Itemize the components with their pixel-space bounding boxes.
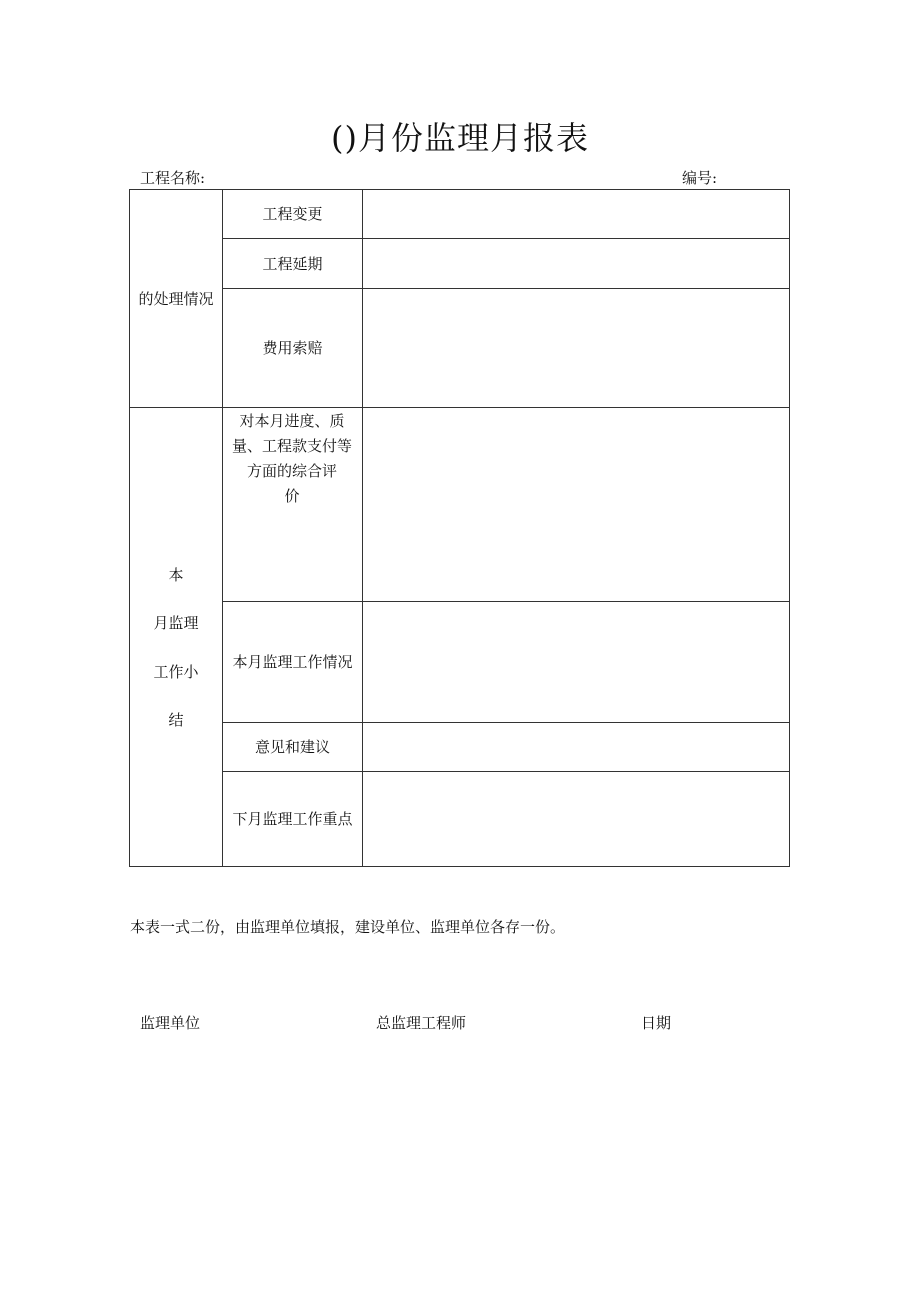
- monthly-work-content[interactable]: [363, 602, 789, 722]
- section-label-line: 结: [168, 711, 184, 729]
- section-label-handling: 的处理情况: [138, 289, 214, 308]
- form-note: 本表一式二份，由监理单位填报，建设单位、监理单位各存一份。: [130, 918, 566, 936]
- signature-chief-engineer: 总监理工程师: [376, 1014, 467, 1032]
- overall-evaluation-content[interactable]: [363, 408, 789, 601]
- evaluation-line: 方面的综合评: [246, 462, 337, 480]
- evaluation-line: 价: [284, 487, 300, 505]
- row-label-next-month-focus: 下月监理工作重点: [232, 810, 353, 828]
- row-label-cost-claim: 费用索赔: [262, 339, 323, 357]
- cost-claim-content[interactable]: [363, 289, 789, 407]
- engineering-delay-content[interactable]: [363, 239, 789, 288]
- section-label-line: 工作小: [153, 663, 199, 681]
- document-title: ()月份监理月报表: [331, 119, 589, 157]
- project-name-label: 工程名称:: [140, 169, 206, 187]
- row-label-engineering-delay: 工程延期: [262, 254, 323, 273]
- evaluation-line: 对本月进度、质: [239, 412, 345, 430]
- signature-supervision-unit: 监理单位: [140, 1014, 201, 1032]
- row-label-overall-evaluation: [222, 409, 362, 509]
- row-label-engineering-change: 工程变更: [262, 205, 323, 223]
- row-label-opinions-suggestions: 意见和建议: [254, 738, 330, 756]
- next-month-focus-content[interactable]: [363, 772, 789, 866]
- engineering-change-content[interactable]: [363, 190, 789, 238]
- section-label-line: 月监理: [153, 614, 199, 632]
- report-form-table: [129, 189, 790, 867]
- opinions-suggestions-content[interactable]: [363, 723, 789, 771]
- signature-date: 日期: [641, 1014, 672, 1032]
- number-label: 编号:: [682, 169, 718, 187]
- section-label-line: 本: [168, 566, 184, 584]
- row-label-monthly-work: 本月监理工作情况: [232, 653, 353, 671]
- evaluation-line: 量、工程款支付等: [231, 437, 352, 455]
- section-label-monthly-summary: [130, 408, 222, 866]
